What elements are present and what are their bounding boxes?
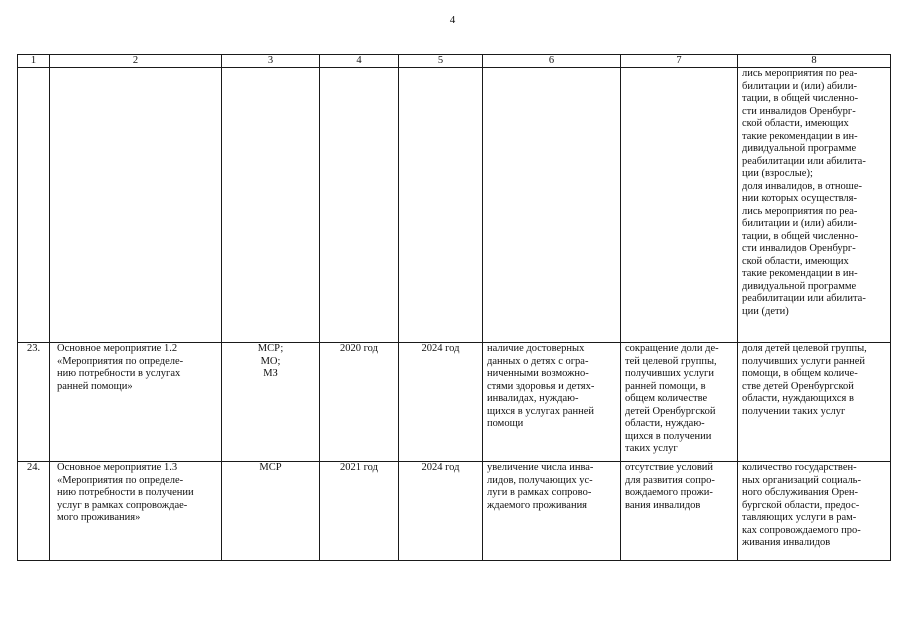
text-line: билитации и (или) абили- [742, 80, 857, 92]
text-line: доля детей целевой группы, [742, 343, 867, 354]
text-line: Основное мероприятие 1.2 [57, 343, 178, 354]
text-line: ции (взрослые); [742, 168, 813, 179]
table-row [18, 343, 891, 462]
text-line: наличие достоверных [487, 343, 585, 354]
column-number: 1 [18, 55, 50, 68]
text-line: помощи [487, 418, 524, 429]
text-line: инвалидах, нуждаю- [487, 393, 579, 404]
text-line: услуг в рамках сопровождае- [57, 499, 188, 511]
text-line: ках сопровождаемого про- [742, 524, 861, 536]
text-line: стями здоровья и детях- [487, 380, 595, 392]
cell-end-year: 2024 год [399, 343, 483, 462]
text-line: реабилитации или абилита- [742, 155, 866, 167]
cell-event [50, 343, 222, 462]
column-number: 7 [621, 55, 738, 68]
text-line: тации, в общей численно- [742, 230, 859, 242]
text-line: сти инвалидов Оренбург- [742, 105, 856, 117]
text-line: получивших услуги [625, 368, 714, 379]
cell-empty [320, 68, 399, 343]
text-line: ниченными возможно- [487, 368, 589, 379]
cell-number: 23. [18, 343, 50, 462]
table-row [18, 462, 891, 561]
text-line: таких услуг [625, 443, 678, 454]
text-line: количество государствен- [742, 462, 857, 473]
text-line: ного обслуживания Орен- [742, 487, 859, 498]
text-line: такие рекомендации в ин- [742, 268, 858, 279]
cell-indicators [738, 462, 891, 561]
text-line: вождаемого прожи- [625, 487, 713, 498]
column-number-row [18, 55, 891, 68]
text-line: дивидуальной программе [742, 143, 857, 154]
cell-number: 24. [18, 462, 50, 561]
cell-result [483, 462, 621, 561]
text-line: отсутствие условий [625, 462, 714, 473]
text-line: ных организаций социаль- [742, 474, 861, 486]
text-line: лись мероприятия по реа- [742, 205, 858, 217]
text-line: нию потребности в услугах [57, 368, 181, 379]
column-number: 6 [483, 55, 621, 68]
text-line: «Мероприятия по определе- [57, 355, 184, 367]
text-line: тавляющих услуги в рам- [742, 512, 857, 523]
text-line: дивидуальной программе [742, 280, 857, 292]
measures-table [17, 54, 891, 561]
text-line: Основное мероприятие 1.3 [57, 462, 178, 473]
text-line: мого проживания» [57, 512, 141, 523]
column-number: 5 [399, 55, 483, 68]
column-number: 4 [320, 55, 399, 68]
text-line: тей целевой группы, [625, 355, 717, 367]
cell-consequences [621, 343, 738, 462]
text-line: луги в рамках сопрово- [487, 487, 592, 498]
cell-executors [222, 462, 320, 561]
text-line: ции (дети) [742, 305, 789, 317]
cell-empty [222, 68, 320, 343]
text-line: для развития сопро- [625, 474, 715, 486]
cell-executors [222, 343, 320, 462]
column-number: 3 [222, 55, 320, 68]
column-number: 8 [738, 55, 891, 68]
text-line: живания инвалидов [742, 537, 831, 548]
text-line: нию потребности в получении [57, 487, 194, 498]
text-line: получении таких услуг [742, 405, 846, 417]
cell-consequences [621, 462, 738, 561]
text-line: области, нуждающихся в [742, 393, 854, 404]
text-line: «Мероприятия по определе- [57, 474, 184, 486]
text-line: вания инвалидов [625, 499, 701, 511]
text-line: области, нуждаю- [625, 418, 705, 429]
cell-indicators [738, 343, 891, 462]
text-line: помощи, в общем количе- [742, 368, 858, 379]
text-line: щихся в услугах ранней [487, 405, 595, 417]
text-line: такие рекомендации в ин- [742, 130, 858, 142]
text-line: билитации и (или) абили- [742, 218, 857, 229]
text-line: МСР; [257, 343, 284, 354]
text-line: бургской области, предос- [742, 499, 860, 511]
text-line: ской области, имеющих [742, 118, 849, 129]
cell-start-year: 2020 год [320, 343, 399, 462]
text-line: ждаемого проживания [487, 499, 588, 511]
text-line: стве детей Оренбургской [742, 380, 854, 392]
cell-end-year: 2024 год [399, 462, 483, 561]
cell-event [50, 462, 222, 561]
text-line: детей Оренбургской [625, 405, 716, 417]
cell-indicators-continued [738, 68, 891, 343]
page-number: 4 [449, 14, 456, 26]
cell-start-year: 2021 год [320, 462, 399, 561]
text-line: ранней помощи, в [625, 380, 706, 392]
text-line: реабилитации или абилита- [742, 293, 866, 304]
text-line: общем количестве [625, 393, 708, 404]
text-line: данных о детях с огра- [487, 355, 589, 367]
continuation-row [18, 68, 891, 343]
text-line: лидов, получающих ус- [487, 474, 593, 486]
cell-empty [483, 68, 621, 343]
text-line: щихся в получении [625, 430, 712, 442]
text-line: доля инвалидов, в отноше- [742, 180, 863, 192]
text-line: сокращение доли де- [625, 343, 719, 354]
text-line: ранней помощи» [57, 380, 133, 392]
text-line: ской области, имеющих [742, 255, 849, 267]
column-number: 2 [50, 55, 222, 68]
text-line: получивших услуги ранней [742, 355, 866, 367]
cell-empty [621, 68, 738, 343]
text-line: лись мероприятия по реа- [742, 68, 858, 79]
text-line: МО; [260, 355, 281, 367]
cell-empty [18, 68, 50, 343]
text-line: сти инвалидов Оренбург- [742, 243, 856, 254]
text-line: увеличение числа инва- [487, 462, 594, 473]
cell-result [483, 343, 621, 462]
cell-empty [399, 68, 483, 343]
text-line: МСР [259, 462, 282, 473]
text-line: МЗ [263, 368, 278, 379]
cell-empty [50, 68, 222, 343]
text-line: тации, в общей численно- [742, 93, 859, 104]
text-line: нии которых осуществля- [742, 193, 857, 204]
